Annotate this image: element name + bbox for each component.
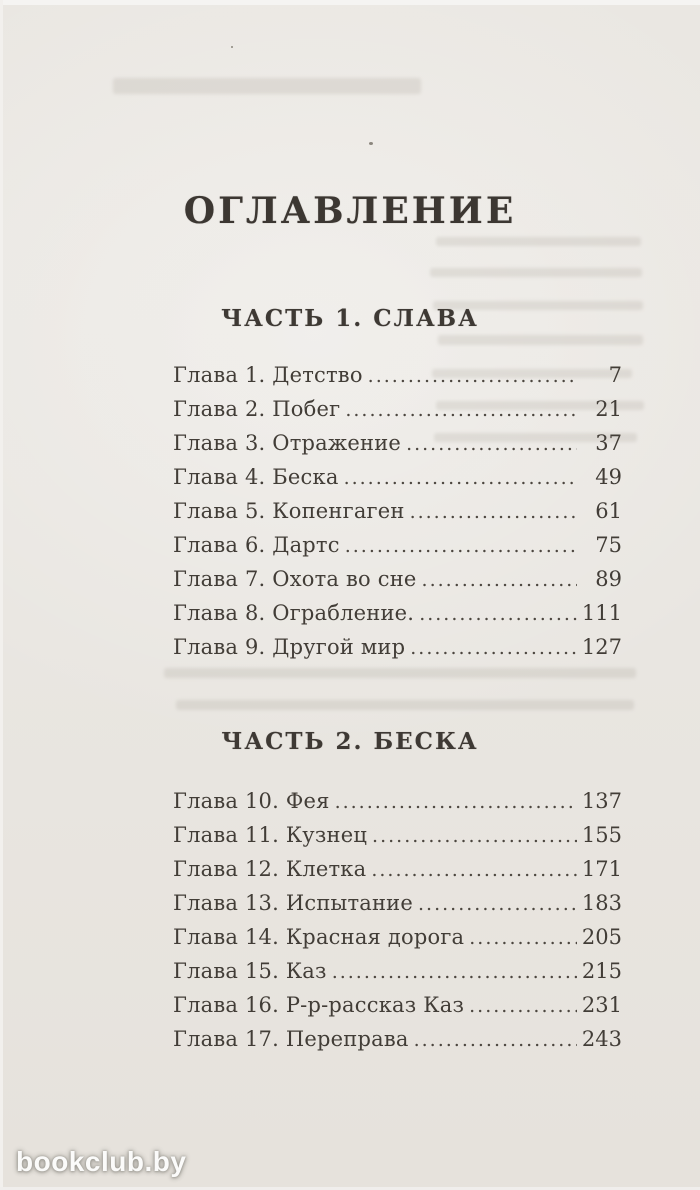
chapter-label: Глава 3. Отражение	[173, 431, 402, 455]
dot-leader	[410, 494, 577, 528]
toc-part-1-list	[173, 358, 622, 664]
toc-entry	[173, 494, 622, 528]
bleed-through-text	[176, 700, 634, 710]
chapter-label: Глава 1. Детство	[173, 363, 363, 387]
chapter-label: Глава 14. Красная дорога	[173, 925, 465, 949]
chapter-page-number: 111	[581, 601, 622, 625]
toc-entry	[173, 920, 622, 954]
paper-speck	[231, 46, 233, 48]
toc-entry	[173, 358, 622, 392]
chapter-page-number: 37	[595, 431, 622, 455]
bleed-through-text	[438, 335, 643, 345]
toc-entry	[173, 1022, 622, 1056]
toc-entry	[173, 784, 622, 818]
toc-entry	[173, 460, 622, 494]
chapter-page-number: 171	[581, 857, 622, 881]
photo-edge-left	[0, 0, 3, 1190]
toc-entry	[173, 988, 622, 1022]
chapter-label: Глава 15. Каз	[173, 959, 327, 983]
chapter-label: Глава 9. Другой мир	[173, 635, 406, 659]
dot-leader	[418, 886, 577, 920]
dot-leader	[371, 852, 577, 886]
chapter-page-number: 215	[581, 959, 622, 983]
toc-entry	[173, 954, 622, 988]
dot-leader	[422, 562, 577, 596]
chapter-page-number: 231	[581, 993, 622, 1017]
toc-entry	[173, 426, 622, 460]
chapter-label: Глава 6. Дартс	[173, 533, 340, 557]
dot-leader	[345, 392, 577, 426]
chapter-label: Глава 4. Беска	[173, 465, 339, 489]
dot-leader	[414, 1022, 577, 1056]
chapter-label: Глава 2. Побег	[173, 397, 341, 421]
toc-entry	[173, 852, 622, 886]
chapter-label: Глава 17. Переправа	[173, 1027, 409, 1051]
toc-entry	[173, 596, 622, 630]
chapter-page-number: 183	[581, 891, 622, 915]
dot-leader	[469, 920, 577, 954]
chapter-page-number: 127	[581, 635, 622, 659]
chapter-page-number: 243	[581, 1027, 622, 1051]
bleed-through-text	[164, 668, 636, 678]
dot-leader	[335, 784, 577, 818]
chapter-label: Глава 12. Клетка	[173, 857, 367, 881]
dot-leader	[406, 426, 577, 460]
chapter-label: Глава 16. Р-р-рассказ Каз	[173, 993, 465, 1017]
bleed-through-text	[436, 237, 641, 246]
chapter-label: Глава 5. Копенгаген	[173, 499, 405, 523]
toc-entry	[173, 630, 622, 664]
bleed-through-text	[430, 268, 642, 277]
dot-leader	[410, 630, 577, 664]
toc-entry	[173, 562, 622, 596]
chapter-label: Глава 7. Охота во сне	[173, 567, 417, 591]
chapter-page-number: 7	[608, 363, 622, 387]
bleed-through-text	[113, 78, 421, 94]
toc-entry	[173, 392, 622, 426]
chapter-page-number: 21	[595, 397, 622, 421]
chapter-page-number: 137	[581, 789, 622, 813]
site-watermark: bookclub.by	[16, 1146, 187, 1177]
chapter-page-number: 49	[595, 465, 622, 489]
chapter-page-number: 61	[595, 499, 622, 523]
chapter-page-number: 205	[581, 925, 622, 949]
photo-edge-top	[0, 0, 700, 5]
paper-speck	[369, 142, 373, 145]
page-title: ОГЛАВЛЕНИЕ	[183, 190, 517, 232]
dot-leader	[372, 818, 577, 852]
dot-leader	[419, 596, 577, 630]
toc-entry	[173, 528, 622, 562]
chapter-label: Глава 8. Ограбление.	[173, 601, 415, 625]
dot-leader	[469, 988, 577, 1022]
dot-leader	[345, 528, 577, 562]
chapter-label: Глава 10. Фея	[173, 789, 330, 813]
dot-leader	[332, 954, 577, 988]
toc-entry	[173, 818, 622, 852]
chapter-page-number: 75	[595, 533, 622, 557]
toc-part-2-list	[173, 784, 622, 1056]
chapter-page-number: 155	[581, 823, 622, 847]
dot-leader	[344, 460, 577, 494]
chapter-page-number: 89	[595, 567, 622, 591]
chapter-label: Глава 11. Кузнец	[173, 823, 368, 847]
chapter-label: Глава 13. Испытание	[173, 891, 413, 915]
toc-entry	[173, 886, 622, 920]
part-1-heading: ЧАСТЬ 1. СЛАВА	[221, 305, 479, 332]
dot-leader	[368, 358, 577, 392]
part-2-heading: ЧАСТЬ 2. БЕСКА	[221, 728, 479, 755]
